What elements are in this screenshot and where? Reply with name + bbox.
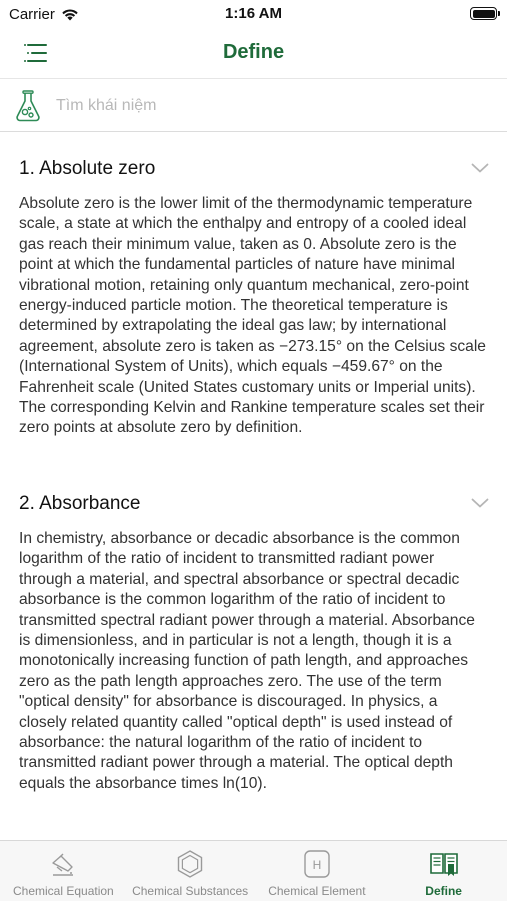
- carrier-label: Carrier: [9, 5, 55, 23]
- definition-text: In chemistry, absorbance or decadic absorbance is the common logarithm of the ratio of incident to transmitted radiant power through a material, and spectral absorbance or spectral decadic absorbance is the common logarithm of the ratio of incident to transmitted spectral radiant power through a material. Absorbance is dimensionless, and in particular is not a length, though it is a monotonically increasing function of path length, and approaches zero as the path length approaches zero. The use of the term "optical density" for absorbance is discouraged. In physics, a closely related quantity called "optical depth" is used instead of absorbance: the natural logarithm of the ratio of incident to transmitted radiant power through a material. The optical depth equals the absorbance times ln(10).: [19, 529, 475, 792]
- tab-label: Chemical Element: [268, 884, 366, 898]
- tab-chemical-substances[interactable]: [127, 841, 254, 901]
- search-input[interactable]: [54, 91, 488, 121]
- flask-search-icon: [15, 90, 41, 122]
- definition-header[interactable]: [19, 467, 489, 527]
- status-time: 1:16 AM: [225, 5, 282, 22]
- definition-item: [0, 132, 507, 439]
- flask-pour-icon: [48, 849, 78, 879]
- svg-text:H: H: [312, 858, 322, 872]
- tab-chemical-equation[interactable]: [0, 841, 127, 901]
- tab-label: Chemical Equation: [13, 884, 114, 898]
- definition-text: Absolute zero is the lower limit of the thermodynamic temperature scale, a state at which the enthalpy and entropy of a cooled ideal gas reach their minimum value, taken as 0. Absolute zero is the point at which the fundamental particles of nature have minimal vibrational motion, retaining only quantum mechanical, zero-point energy-induced particle motion. The theoretical temperature is determined by extrapolating the ideal gas law; by international agreement, absolute zero is taken as −273.15° on the Celsius scale (International System of Units), which equals −459.67° on the Fahrenheit scale (United States customary units or Imperial units). The corresponding Kelvin and Rankine temperature scales set their zero points at absolute zero by definition.: [19, 195, 486, 437]
- tab-label: Chemical Substances: [132, 884, 249, 898]
- battery-icon: [470, 7, 497, 20]
- chevron-down-icon[interactable]: [471, 162, 489, 174]
- page-title: Define: [222, 41, 285, 63]
- definition-title: 2. Absorbance: [19, 492, 141, 514]
- chevron-down-icon[interactable]: [471, 497, 489, 509]
- element-h-icon: [302, 849, 332, 879]
- tab-bar: [0, 840, 507, 901]
- hexagon-icon: [175, 849, 205, 879]
- definition-title: 1. Absolute zero: [19, 158, 156, 179]
- nav-bar: [0, 28, 507, 79]
- book-icon: [429, 849, 459, 879]
- definition-item: [0, 467, 507, 794]
- tab-chemical-element[interactable]: [254, 841, 381, 901]
- search-bar: [0, 79, 507, 132]
- definition-header[interactable]: [19, 132, 489, 192]
- status-bar: [0, 0, 507, 28]
- tab-define[interactable]: [380, 841, 507, 901]
- definition-list: [0, 132, 507, 840]
- tab-label: Define: [425, 884, 462, 898]
